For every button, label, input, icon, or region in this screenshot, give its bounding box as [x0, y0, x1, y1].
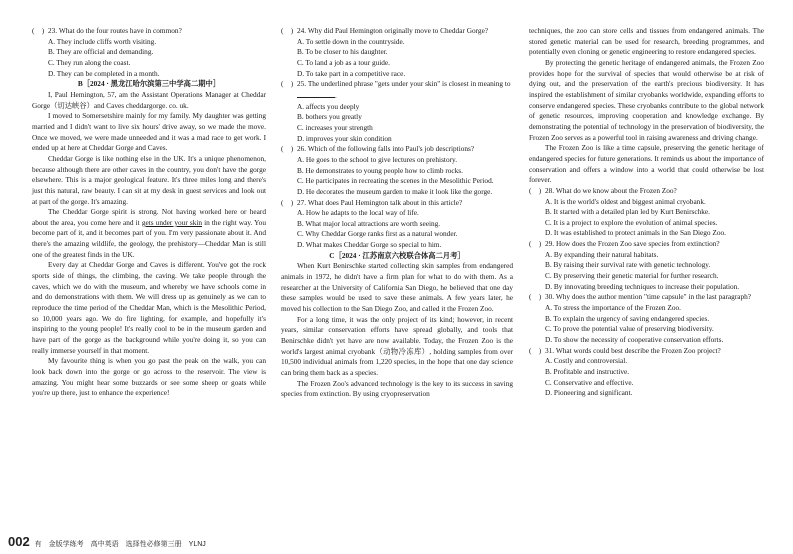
question-25: [281, 79, 513, 101]
option: B. By raising their survival rate with genetic technology.: [545, 260, 711, 270]
paragraph-text: in the right way. You become part of it, and it becomes part of you. I'm very passionate about it. And there's the amazing wildlife, the geology, the prehistory—Cheddar Man is still one of the greatest finds in the UK.: [32, 217, 266, 259]
answer-bracket[interactable]: ( ): [529, 239, 542, 249]
option: C. To land a job as a tour guide.: [297, 57, 390, 67]
option: C. It is a project to explore the evolution of animal species.: [545, 217, 718, 227]
underlined-phrase: gets under your skin: [141, 217, 203, 227]
option: A. To settle down in the countryside.: [297, 36, 405, 46]
question-stem: 30. Why does the author mention "time capsule" in the last paragraph?: [545, 292, 752, 302]
option: B. They are official and demanding.: [48, 47, 154, 57]
paragraph: When Kurt Benirschke started collecting skin samples from endangered animals in 1972, he didn't have a firm plan for what to do with them. As a researcher at the University of California San Diego, he believed that one day these samples would be used to save these animals. A few years later, he moved his collection to the San Diego Zoo, and called it the Frozen Zoo.: [281, 261, 513, 314]
option: C. They run along the coast.: [48, 57, 131, 67]
question-stem: 24. Why did Paul Hemington originally move to Cheddar Gorge?: [297, 26, 489, 35]
question-31: [529, 346, 764, 357]
paragraph: The Frozen Zoo's advanced technology is the key to its success in saving species from extinction. By using cryopreservation: [281, 378, 513, 399]
question-stem: 31. What words could best describe the Frozen Zoo project?: [545, 345, 721, 355]
question-30: [529, 292, 764, 303]
paragraph: The Frozen Zoo is like a time capsule, preserving the genetic heritage of endangered species for future generations. It reminds us about the importance of conservation and offers a window into a world that could otherwise be lost forever.: [529, 143, 764, 185]
paragraph: techniques, the zoo can store cells and tissues from endangered animals. The stored genetic material can be used for research, breeding programmes, and potentially even cloning or genetic engineering to restore endangered species.: [529, 26, 764, 57]
stem-text: .: [335, 90, 337, 100]
option: A. To stress the importance of the Frozen Zoo.: [545, 303, 681, 313]
option: A. They include cliffs worth visiting.: [48, 36, 157, 46]
option: D. He decorates the museum garden to make it look like the gorge.: [297, 186, 493, 196]
question-26: [281, 144, 513, 155]
answer-bracket[interactable]: ( ): [529, 185, 542, 195]
option: B. What major local attractions are worth seeing.: [297, 218, 441, 228]
option: D. Pioneering and significant.: [545, 388, 633, 398]
paragraph: Cheddar Gorge is like nothing else in the UK. It's a unique phenomenon, because although there are other caves in the country, you don't have the gorge elsewhere. This is a major geological feature. It's three miles long and there's just this natural, raw beauty. I can sit at my desk in guest services and look out at part of the gorge. It's amazing.: [32, 153, 266, 206]
answer-bracket[interactable]: ( ): [529, 292, 542, 302]
option: D. To take part in a competitive race.: [297, 68, 406, 78]
question-28: [529, 186, 764, 197]
option: C. Why Cheddar Gorge ranks first as a natural wonder.: [297, 229, 458, 239]
answer-bracket[interactable]: ( ): [281, 144, 294, 154]
paragraph: I, Paul Hemington, 57, am the Assistant Operations Manager at Cheddar Gorge（切达峡谷）and Caves cheddargorge. co. uk.: [32, 89, 266, 110]
option: C. By preserving their genetic material for further research.: [545, 271, 719, 281]
question-29: [529, 239, 764, 250]
paragraph: Every day at Cheddar Gorge and Caves is different. You've got the rock sports side of things, the climbing, the caving. We take people through the caves, which we do with the museum, and whereby we have schools come in and do demonstrations with them. We will dress up as genuinely as we can to reproduce the time period of the Cheddar Man, which is the Mesolithic Period, so 10,000 years ago. We do fire lighting, for example, and hopefully it's inspiring to the young people! It's really cool to be in the museum garden and have part of the gorge as the background while you're doing it, so you can really immerse yourself in that moment.: [32, 260, 266, 355]
option: C. increases your strength: [297, 122, 373, 132]
paragraph: For a long time, it was the only project of its kind; however, in recent years, similar conservation efforts have spread globally, and tools that Benirschke didn't yet have are now available. Today, the Frozen Zoo is the world's largest animal cryobank（动物冷冻库）, holding samples from over 10,500 individual animals from 1,220 species, in the hope that one day science can bring them back as a species.: [281, 314, 513, 377]
answer-bracket[interactable]: ( ): [281, 26, 294, 35]
question-stem: [297, 79, 513, 101]
option: A. Costly and controversial.: [545, 356, 628, 366]
option: D. By innovating breeding techniques to increase their population.: [545, 281, 740, 291]
paragraph: My favourite thing is when you go past the peak on the walk, you can look back down into the gorge or go across to the reservoir. The view is amazing. You might hear some buzzards or see some sheep or goats while you're up there, just to enhance the experience!: [32, 356, 266, 398]
answer-bracket[interactable]: ( ): [281, 79, 294, 89]
answer-bracket[interactable]: ( ): [281, 197, 294, 207]
option: C. Conservative and effective.: [545, 377, 634, 387]
section-c-title: C［2024 · 江苏南京六校联合体高二月考］: [329, 250, 465, 260]
paragraph: [32, 207, 266, 260]
paragraph: I moved to Somersetshire mainly for my family. My daughter was getting married and I didn't want to live six hours' drive away, so we made the move. Once we moved, we were made unneeded and it was a mad race to get work. I ended up at here at Cheddar Gorge and Caves.: [32, 111, 266, 153]
right-column: [529, 26, 764, 399]
stem-text: 25. The underlined phrase "gets under your skin" is closest in meaning to: [297, 79, 511, 89]
section-b-title: B［2024 · 黑龙江哈尔滨第三中学高二期中］: [77, 79, 221, 89]
option: A. He goes to the school to give lectures on prehistory.: [297, 154, 458, 164]
option: B. He demonstrates to young people how to climb rocks.: [297, 165, 463, 175]
option: C. He participates in recreating the scenes in the Mesolithic Period.: [297, 176, 494, 186]
option: D. improves your skin condition: [297, 133, 392, 143]
option: A. How he adapts to the local way of life.: [297, 208, 419, 218]
option: A. affects you deeply: [297, 101, 360, 111]
question-stem: 28. What do we know about the Frozen Zoo?: [545, 185, 677, 195]
question-stem: 29. How does the Frozen Zoo save species from extinction?: [545, 239, 720, 249]
option: A. It is the world's oldest and biggest animal cryobank.: [545, 196, 706, 206]
option: B. It started with a detailed plan led by Kurt Benirschke.: [545, 207, 710, 217]
option: A. By expanding their natural habitats.: [545, 249, 659, 259]
option: B. Profitable and instructive.: [545, 367, 630, 376]
footer-text: 有 金版学练考 高中英语 选择性必修第三册 YLNJ: [34, 541, 206, 548]
answer-blank: [297, 90, 335, 98]
question-stem: 26. Which of the following falls into Paul's job descriptions?: [297, 144, 475, 154]
option: C. To prove the potential value of preserving biodiversity.: [545, 324, 714, 334]
option: D. It was established to protect animals in the San Diego Zoo.: [545, 228, 726, 238]
question-27: [281, 198, 513, 209]
option: B. To be closer to his daughter.: [297, 47, 388, 57]
question-24: [281, 26, 513, 37]
middle-column: [281, 26, 513, 400]
option: B. bothers you greatly: [297, 112, 362, 122]
answer-bracket[interactable]: ( ): [32, 26, 45, 35]
paragraph: By protecting the genetic heritage of endangered animals, the Frozen Zoo provides hope for the survival of species that would otherwise be at risk of dying out, and the preservation of the earth's precious biodiversity. It has inspired the establishment of similar cryobanks worldwide, expanding efforts to conserve endangered species. These cryobanks contribute to the global network of genetic resources, improving cooperation and knowledge exchange. By demonstrating the potential of technology in the preservation of biodiversity, the Frozen Zoo serves as a powerful tool in raising awareness and driving change.: [529, 57, 764, 142]
option: D. To show the necessity of cooperative conservation efforts.: [545, 335, 724, 345]
question-23: [32, 26, 266, 37]
question-stem: 23. What do the four routes have in common?: [48, 26, 182, 35]
paragraph-text: The Cheddar Gorge spirit is strong. Not having worked here or heard about the area, you come here and it: [32, 207, 266, 227]
question-stem: 27. What does Paul Hemington talk about in this article?: [297, 197, 463, 207]
option: B. To explain the urgency of saving endangered species.: [545, 313, 710, 323]
left-column: [32, 26, 266, 399]
page-number: 002: [8, 534, 30, 549]
option: D. They can be completed in a month.: [48, 68, 160, 78]
answer-bracket[interactable]: ( ): [529, 345, 542, 355]
page-footer: [8, 534, 206, 549]
option: D. What makes Cheddar Gorge so special to him.: [297, 240, 442, 250]
